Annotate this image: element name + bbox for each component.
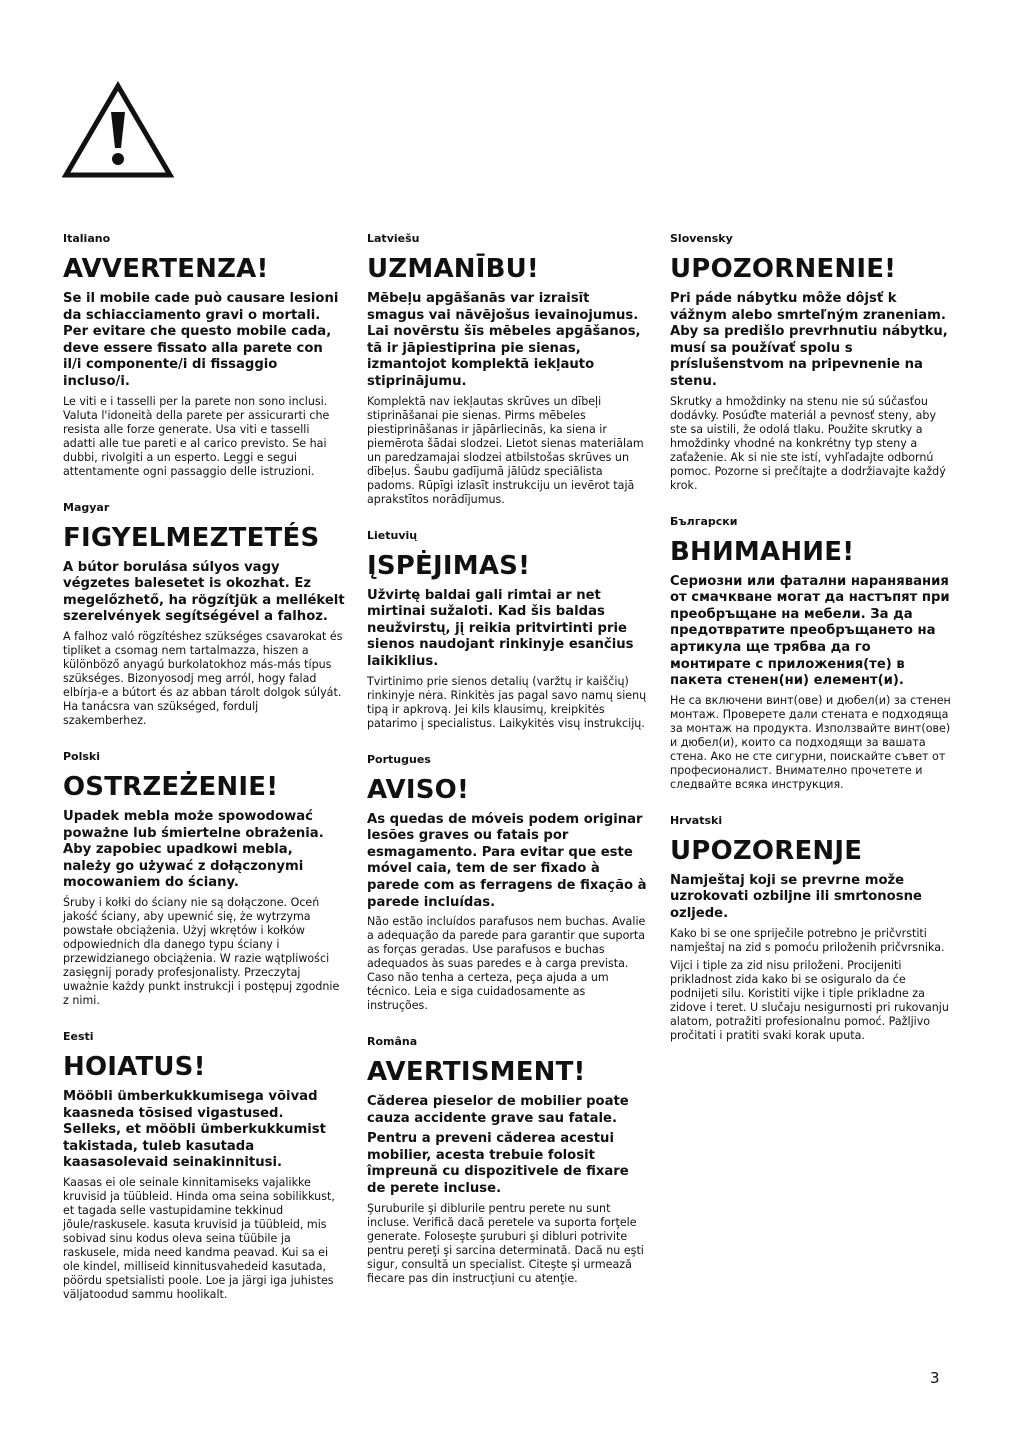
warning-body-text: Não estão incluídos parafusos nem buchas. Avalie a adequação da parede para garantir que suporta as forças geradas. Use parafusos e buchas adequados às suas paredes e à carga prevista. Caso não tenha a certeza, peça ajuda a um técnico. Leia e siga cuidadosamente as instruções. [367, 915, 646, 1013]
warning-lead-text: Pri páde nábytku môže dôjsť k vážnym alebo smrteľným zraneniam. Aby sa predišlo prevrhnutiu nábytku, musí sa používať spolu s príslušenstvom na pripevnenie na stenu. [670, 291, 948, 389]
language-label: Lietuvių [367, 528, 418, 542]
warning-body-text: A falhoz való rögzítéshez szükséges csavarokat és tipliket a csomag nem tartalmazza, hiszen a különböző anyagú burkolatokhoz más-más típus szükséges. Bizonyosodj meg arról, hogy falad elbírja-e a bútort és az abban tárolt dolgok súlyát. Ha tanácsra van szükséged, fordulj szakemberhez. [63, 629, 343, 727]
column-3 [670, 232, 952, 1065]
warning-body-text: Śruby i kołki do ściany nie są dołączone. Oceń jakość ściany, aby upewnić się, że wytrzyma powstałe obciążenia. Użyj wkrętów i kołków odpowiednich dla danego typu ściany i przewidzianego obciążenia. W razie wątpliwości zasięgnij porady profesjonalisty. Przeczytaj uważnie każdy punkt instrukcji i postępuj zgodnie z nimi. [63, 895, 340, 1007]
warning-section [63, 1030, 345, 1302]
warning-section [63, 232, 345, 479]
warning-body-text: Skrutky a hmoždinky na stenu nie sú súčasťou dodávky. Posúďte materiál a pevnosť steny, aby ste sa uistili, že odolá tlaku. Použite skrutky a hmoždinky vhodné na konkrétny typ steny a zaťaženie. Ak si nie ste istí, vyhľadajte odbornú pomoc. Pozorne si prečítajte a dodržiavajte každý krok. [670, 394, 946, 492]
language-label: Hrvatski [670, 813, 723, 827]
warning-title: HOIATUS! [63, 1051, 206, 1082]
language-label: Polski [63, 749, 101, 763]
warning-title: OSTRZEŻENIE! [63, 771, 279, 802]
language-label: Latviešu [367, 232, 420, 245]
warning-section [63, 750, 345, 1008]
language-label: Portugues [367, 752, 431, 766]
page-number: 3 [930, 1369, 940, 1387]
language-label: Italiano [63, 232, 111, 245]
warning-title: AVERTISMENT! [367, 1057, 586, 1088]
warning-lead-text: Căderea pieselor de mobilier poate cauza accidente grave sau fatale. [367, 1094, 629, 1126]
language-label: Slovensky [670, 232, 733, 245]
warning-section [670, 515, 952, 792]
warning-title: UZMANĪBU! [367, 254, 539, 284]
warning-title: FIGYELMEZTETÉS [63, 522, 320, 553]
column-1 [63, 232, 345, 1324]
warning-lead-text: Namještaj koji se prevrne može uzrokovati ozbiljne ili smrtonosne ozljede. [670, 872, 922, 921]
warning-triangle-icon [62, 80, 174, 180]
language-label: Româna [367, 1035, 418, 1049]
warning-lead-text: Mööbli ümberkukkumisega võivad kaasneda tõsised vigastused. Selleks, et mööbli ümberkukkumist takistada, tuleb kasutada kaasasolevaid seinakinnitusi. [63, 1088, 326, 1171]
column-2 [367, 232, 649, 1308]
warning-section [367, 232, 649, 507]
warning-section [367, 1035, 649, 1286]
warning-lead-text: Сериозни или фатални наранявания от смачкване могат да настъпят при преобръщане на мебели. За да предотвратите преобръщането на артикула ще трябва да го монтирате с приложения(те) в пакета стенен(ни) елемент(и). [670, 573, 950, 689]
warning-section [670, 232, 952, 493]
warning-body-text: Şuruburile şi diblurile pentru perete nu sunt incluse. Verifică dacă peretele va suporta forţele generate. Foloseşte şuruburi şi dibluri potrivite pentru pereţi şi sarcina determinată. Dacă nu eşti sigur, consultă un specialist. Citeşte şi urmează fiecare pas din instrucţiuni cu atenţie. [367, 1201, 644, 1285]
warning-section [670, 814, 952, 1043]
warning-lead-text: Mēbeļu apgāšanās var izraisīt smagus vai nāvējošus ievainojumus. Lai novērstu šīs mēbeles apgāšanos, tā ir jāpiestiprina pie sienas, izmantojot komplektā iekļauto stiprinājumu. [367, 291, 641, 389]
language-label: Magyar [63, 500, 110, 514]
warning-title: UPOZORENJE [670, 835, 863, 866]
language-label: Български [670, 514, 738, 528]
warning-section [63, 501, 345, 728]
warning-lead-text: Se il mobile cade può causare lesioni da schiacciamento gravi o mortali. Per evitare che questo mobile cada, deve essere fissato alla parete con il/i componente/i di fissaggio incluso/i. [63, 291, 339, 389]
warning-body-text: Kako bi se one spriječile potrebno je pričvrstiti namještaj na zid s pomoću priloženih pričvrsnika. [670, 926, 945, 954]
warning-lead-text: As quedas de móveis podem originar lesões graves ou fatais por esmagamento. Para evitar que este móvel caia, tem de ser fixado à parede com as ferragens de fixação à parede incluídas. [367, 811, 647, 910]
warning-title: ВНИМАНИЕ! [670, 536, 855, 567]
warning-body-text: Komplektā nav iekļautas skrūves un dībeļi stiprināšanai pie sienas. Pirms mēbeles piestiprināšanas ir jāpārliecinās, ka siena ir piemērota šādai slodzei. Lietot sienas materiālam un paredzamajai slodzei atbilstošas skrūves un dībeļus. Šaubu gadījumā jālūdz speciālista padoms. Rūpīgi izlasīt instrukciju un ievērot tajā aprakstītos norādījumus. [367, 394, 644, 506]
warning-lead-text: Užvirtę baldai gali rimtai ar net mirtinai sužaloti. Kad šis baldas neužvirstų, jį reikia pritvirtinti prie sienos naudojant rinkinyje esančius laikiklius. [367, 587, 634, 669]
language-label: Eesti [63, 1029, 94, 1043]
warning-body-text: Le viti e i tasselli per la parete non sono inclusi. Valuta l'idoneità della parete per assicurarti che resista alle forze generate. Usa viti e tasselli adatti alle tue pareti e al carico previsto. Se hai dubbi, rivolgiti a un esperto. Leggi e segui attentamente ogni passaggio delle istruzioni. [63, 394, 330, 478]
warning-body-text: Tvirtinimo prie sienos detalių (varžtų ir kaiščių) rinkinyje nėra. Rinkitės jas pagal savo namų sienų tipą ir apkrovą. Jei kils klausimų, kreipkitės patarimo į specialistus. Laikykitės visų instrukcijų. [367, 674, 647, 730]
warning-lead-text: A bútor borulása súlyos vagy végzetes balesetet is okozhat. Ez megelőzhető, ha rögzítjük a mellékelt szerelvények segítségével a falhoz. [63, 559, 345, 625]
warning-lead-text: Pentru a preveni căderea acestui mobilier, acesta trebuie folosit împreună cu dispozitivele de fixare de perete incluse. [367, 1131, 629, 1197]
warning-body-text: Kaasas ei ole seinale kinnitamiseks vajalikke kruvisid ja tüübleid. Hinda oma seina sobilikkust, et tagada selle vastupidamine tekkinud jõule/raskusele. kasuta kruvisid ja tüübleid, mis sobivad sinu kodus oleva seina tüübile ja raskusele, mida need kandma peavad. Kui sa ei ole kindel, milliseid kinnitusvahedeid kasutada, pöördu spetsialisti poole. Loe ja järgi iga juhistes väljatoodud sammu hoolikalt. [63, 1175, 335, 1301]
warning-body-text: Vijci i tiple za zid nisu priloženi. Procijeniti prikladnost zida kako bi se osiguralo da će podnijeti silu. Koristiti vijke i tiple prikladne za zidove i teret. U slučaju nesigurnosti pri rukovanju alatom, potražiti profesionalnu pomoć. Pažljivo pročitati i pratiti svaki korak uputa. [670, 958, 949, 1042]
warning-title: AVVERTENZA! [63, 254, 269, 284]
warning-body-text: Не са включени винт(ове) и дюбел(и) за стенен монтаж. Проверете дали стената е подходяща за монтаж на продукта. Използвайте винт(ове) и дюбел(и), които са подходящи за вашата стена. Ако не сте сигурни, поискайте съвет от професионалист. Внимателно прочетете и следвайте всяка инструкция. [670, 693, 951, 791]
warning-title: ĮSPĖJIMAS! [367, 550, 531, 581]
warning-section [367, 753, 649, 1014]
warning-section [367, 529, 649, 731]
warning-title: AVISO! [367, 774, 470, 805]
warning-title: UPOZORNENIE! [670, 254, 897, 284]
warning-lead-text: Upadek mebla może spowodować poważne lub śmiertelne obrażenia. Aby zapobiec upadkowi mebla, należy go używać z dołączonymi mocowaniem do ściany. [63, 808, 324, 891]
